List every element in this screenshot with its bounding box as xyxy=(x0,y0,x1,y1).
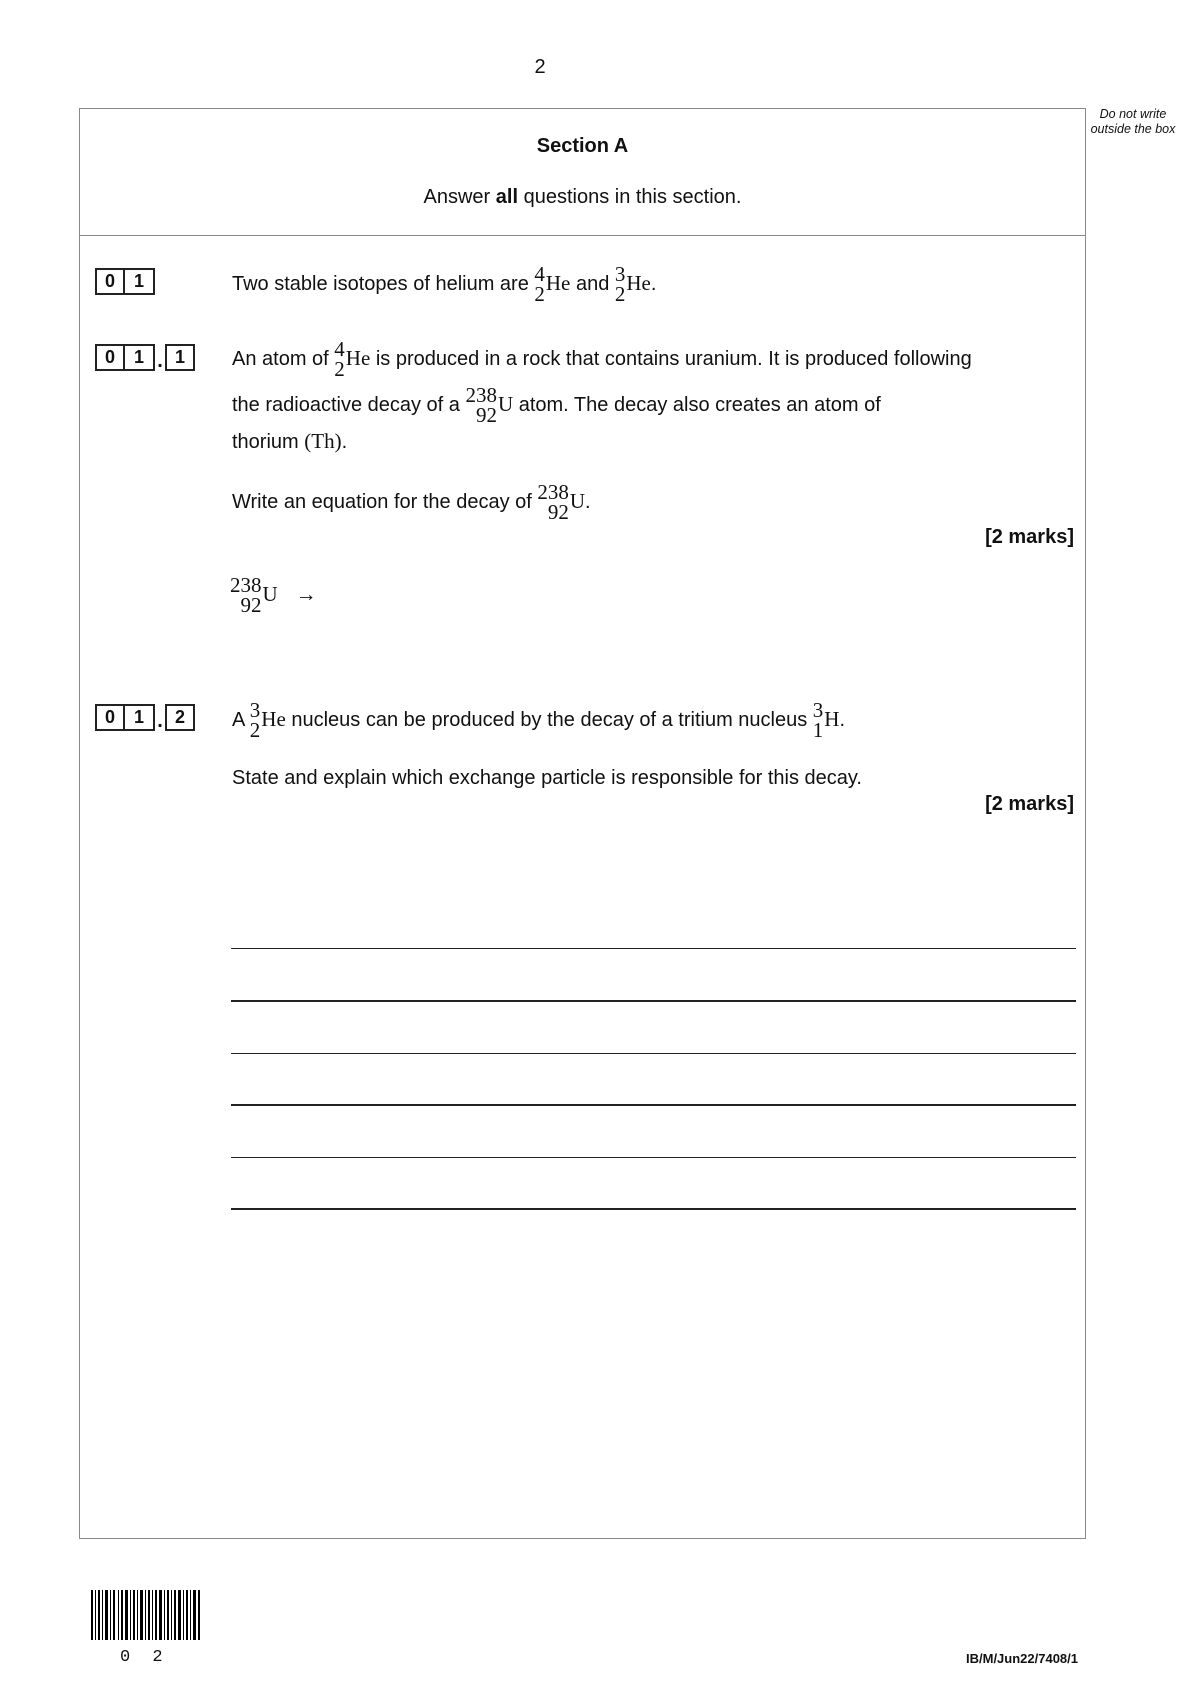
qnum-digit: 1 xyxy=(125,268,155,295)
paper-reference: IB/M/Jun22/7408/1 xyxy=(966,1651,1078,1666)
element-symbol: He xyxy=(545,271,571,295)
qnum-digit: 1 xyxy=(165,344,195,371)
element-symbol: He xyxy=(261,707,286,731)
instruction-pre: Answer xyxy=(423,186,496,208)
uranium-238-nuclide xyxy=(537,482,585,523)
qnum-digit: 2 xyxy=(165,704,195,731)
q011-line2-post: atom. The decay also creates an atom of xyxy=(513,394,881,416)
q011-line2-pre: the radioactive decay of a xyxy=(232,394,466,416)
helium-4-nuclide xyxy=(334,339,370,380)
mass-number: 4 xyxy=(534,262,545,287)
atomic-number: 92 xyxy=(547,500,569,525)
question-01-2-prompt: State and explain which exchange particle is responsible for this decay. xyxy=(232,767,862,789)
question-01-1-line-2 xyxy=(232,385,881,426)
marks-label: [2 marks] xyxy=(985,793,1074,815)
answer-line[interactable] xyxy=(231,1000,1076,1002)
answer-line[interactable] xyxy=(231,1104,1076,1106)
question-01-1-prompt xyxy=(232,482,591,523)
uranium-238-nuclide xyxy=(465,385,513,426)
answer-line[interactable] xyxy=(231,948,1076,949)
atomic-number: 92 xyxy=(475,403,497,428)
mass-number: 3 xyxy=(249,698,261,723)
answer-line[interactable] xyxy=(231,1157,1076,1158)
qnum-digit: 1 xyxy=(125,704,155,731)
thorium-symbol: (Th) xyxy=(304,429,342,453)
mass-number: 3 xyxy=(812,698,824,723)
section-instruction xyxy=(80,186,1085,209)
qnum-digit: 0 xyxy=(95,704,125,731)
arrow-icon: → xyxy=(295,582,317,606)
q012-line1-mid: nucleus can be produced by the decay of a tritium nucleus xyxy=(285,709,813,731)
atomic-number: 2 xyxy=(334,357,345,382)
mass-number: 238 xyxy=(537,480,569,505)
mass-number: 238 xyxy=(230,573,262,598)
question-01-text xyxy=(232,264,656,305)
barcode-digits: 0 2 xyxy=(120,1648,169,1667)
section-title: Section A xyxy=(536,135,629,157)
helium-3-nuclide xyxy=(615,264,651,305)
instruction-post: questions in this section. xyxy=(518,186,742,208)
atomic-number: 2 xyxy=(249,718,261,743)
question-01-1-line-1 xyxy=(232,339,972,380)
element-symbol: U xyxy=(569,489,586,513)
q011-line1-pre: An atom of xyxy=(232,348,335,370)
mass-number: 3 xyxy=(614,262,626,287)
atomic-number: 2 xyxy=(534,282,545,307)
atomic-number: 1 xyxy=(812,718,824,743)
question-number-01-1 xyxy=(95,344,195,371)
element-symbol: He xyxy=(345,346,371,370)
mass-number: 4 xyxy=(334,337,345,362)
atomic-number: 92 xyxy=(240,593,262,618)
helium-3-nuclide xyxy=(250,700,286,741)
q01-text-pre: Two stable isotopes of helium are xyxy=(232,273,535,295)
answer-line[interactable] xyxy=(231,1208,1076,1210)
mass-number: 238 xyxy=(465,383,497,408)
uranium-238-nuclide xyxy=(230,575,278,616)
margin-note: Do not write outside the box xyxy=(1090,107,1176,136)
q011-prompt-post: . xyxy=(585,491,591,513)
question-01-2-line-1 xyxy=(232,700,845,741)
q011-line3-post: . xyxy=(341,431,348,453)
question-number-01-2 xyxy=(95,704,195,731)
qnum-dot: . xyxy=(157,709,163,732)
tritium-nuclide xyxy=(813,700,840,741)
answer-frame xyxy=(79,108,1086,1539)
question-01-1-line-3 xyxy=(232,422,347,461)
qnum-dot: . xyxy=(157,349,163,372)
question-number-01 xyxy=(95,268,155,295)
q012-line1-pre: A xyxy=(232,709,250,731)
page-number: 2 xyxy=(534,56,546,78)
section-header xyxy=(80,109,1085,236)
atomic-number: 2 xyxy=(614,282,626,307)
answer-line[interactable] xyxy=(231,1053,1076,1054)
decay-equation xyxy=(230,575,317,616)
element-symbol: He xyxy=(626,271,651,295)
element-symbol: U xyxy=(497,392,514,416)
qnum-digit: 1 xyxy=(125,344,155,371)
q011-line1-post: is produced in a rock that contains uranium. It is produced following xyxy=(370,348,972,370)
barcode-icon xyxy=(91,1590,201,1640)
q01-text-end: . xyxy=(650,273,657,295)
q011-line3-pre: thorium xyxy=(232,431,305,453)
element-symbol: H xyxy=(824,707,840,731)
q01-text-mid: and xyxy=(570,273,615,295)
element-symbol: U xyxy=(262,582,278,606)
marks-label: [2 marks] xyxy=(985,526,1074,548)
qnum-digit: 0 xyxy=(95,344,125,371)
qnum-digit: 0 xyxy=(95,268,125,295)
instruction-bold: all xyxy=(495,186,519,208)
q012-line1-post: . xyxy=(839,709,846,731)
helium-4-nuclide xyxy=(534,264,570,305)
q011-prompt-pre: Write an equation for the decay of xyxy=(232,491,538,513)
